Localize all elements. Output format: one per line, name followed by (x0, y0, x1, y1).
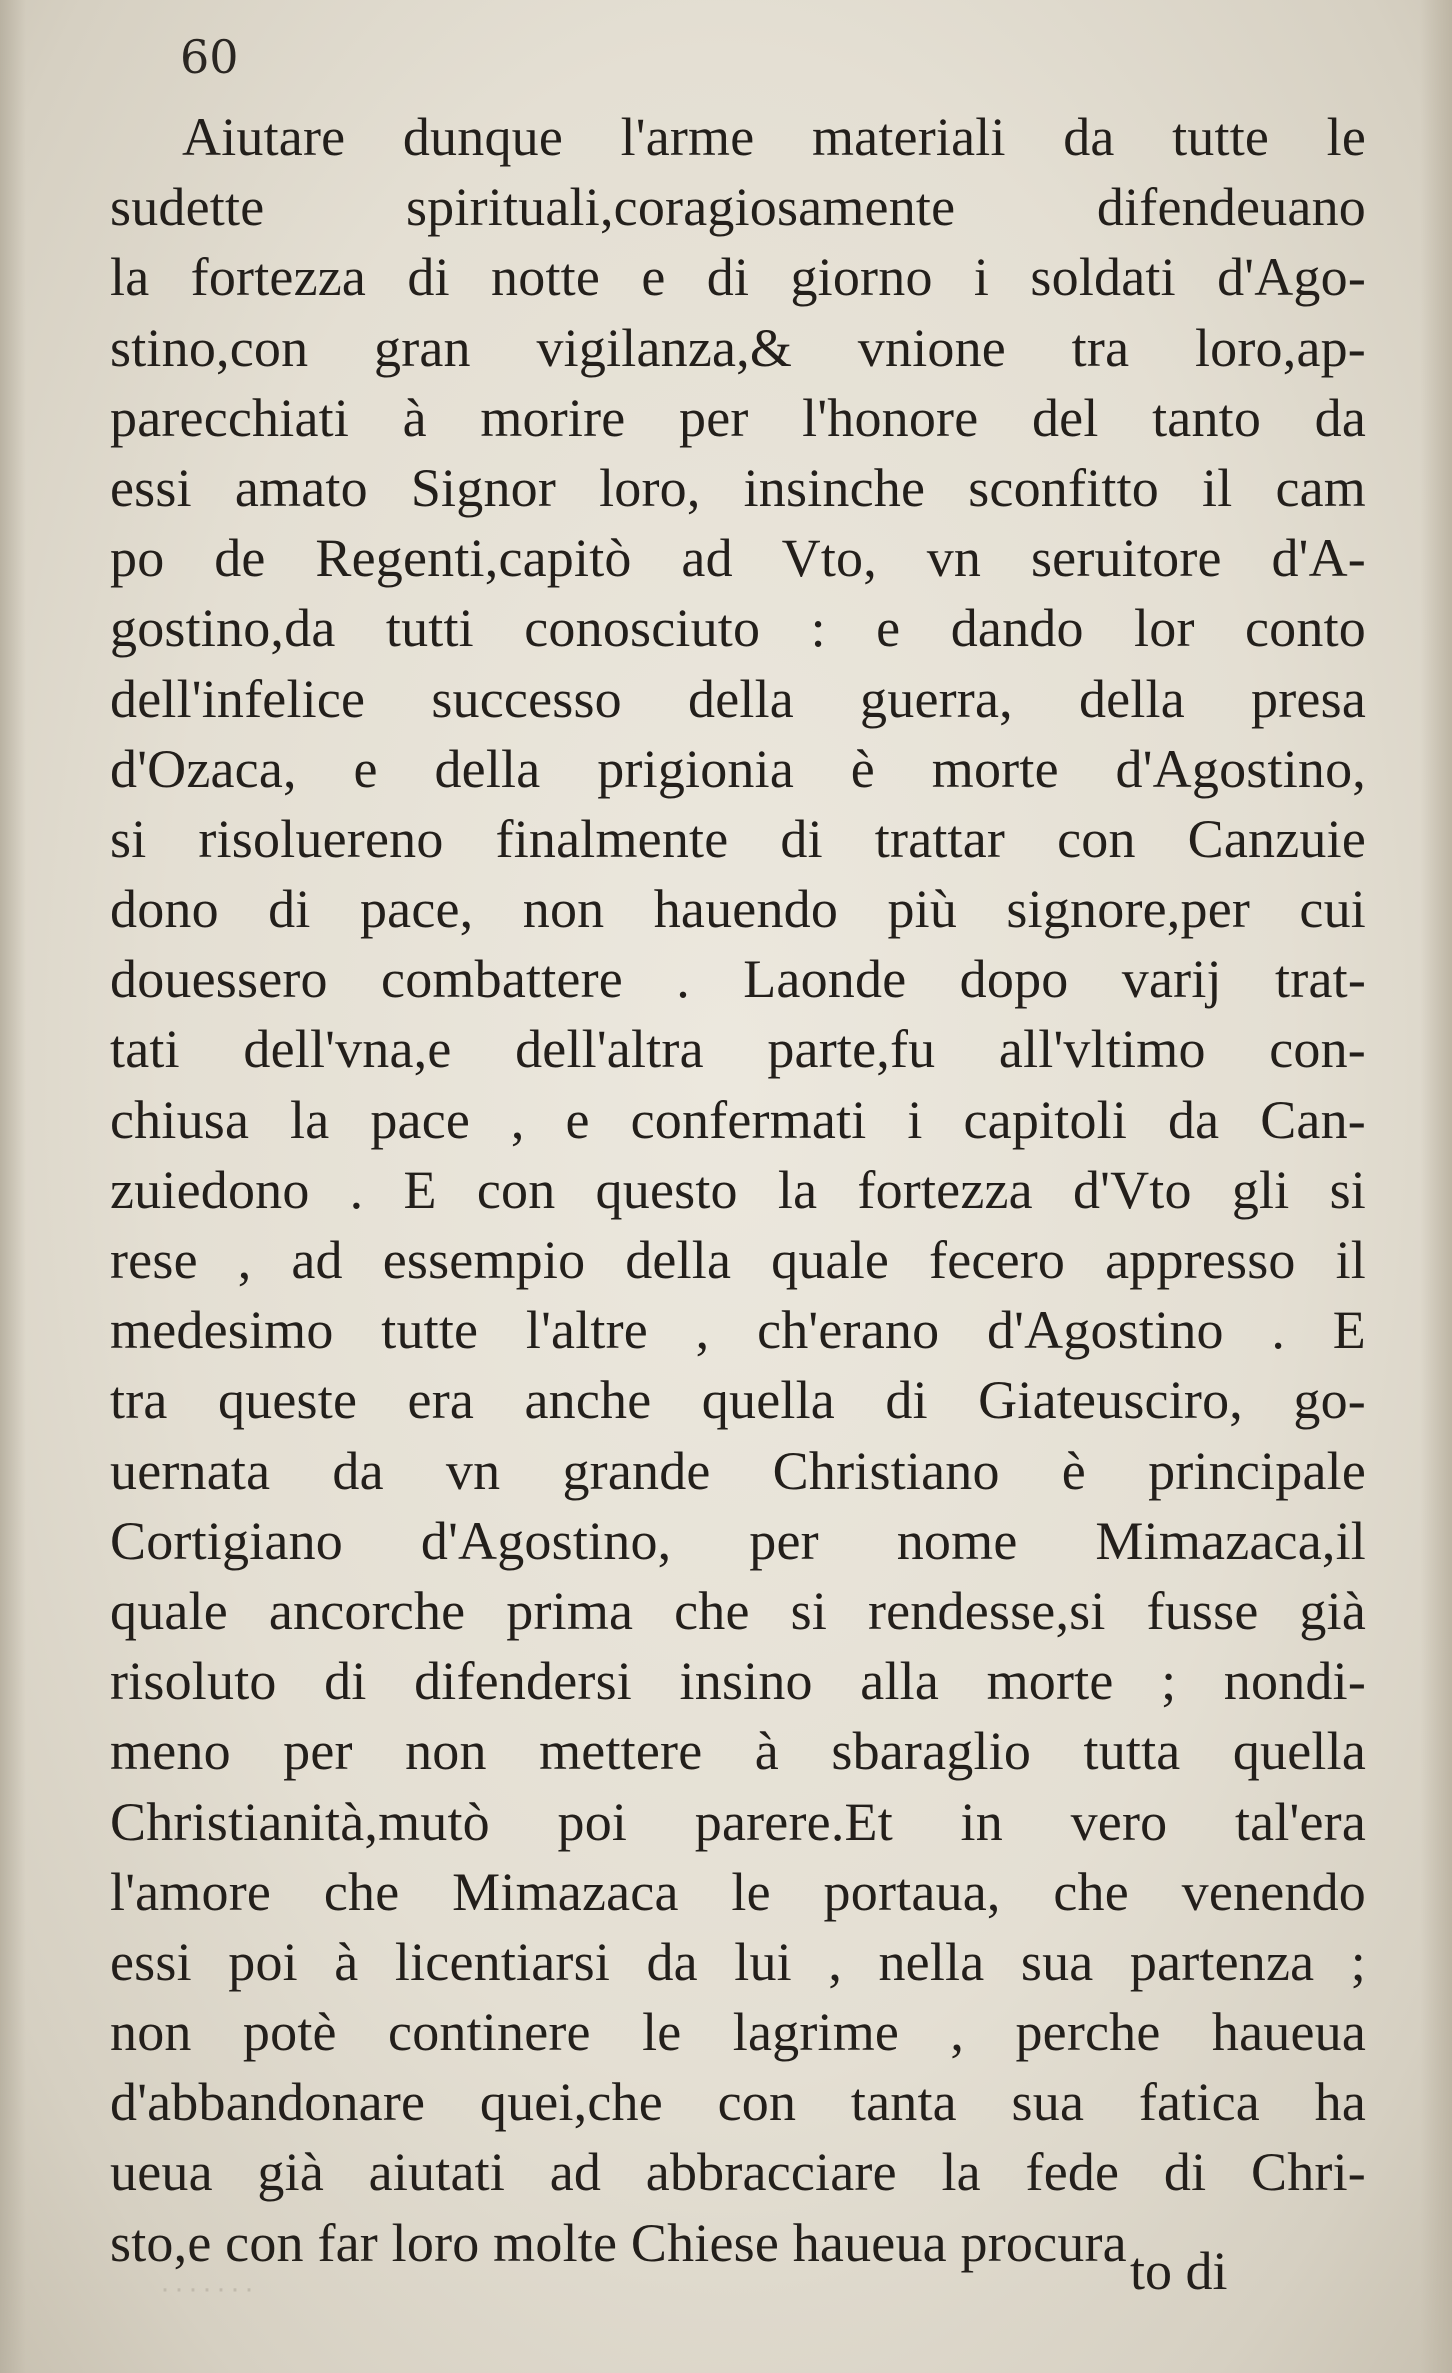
text-line: quale ancorche prima che si rendesse,si fusse già (110, 1580, 1366, 1641)
text-line: stino,con gran vigilanza,& vnione tra loro,ap- (110, 317, 1366, 378)
text-line: essi poi à licentiarsi da lui , nella sua partenza ; (110, 1931, 1366, 1992)
text-line: la fortezza di notte e di giorno i soldati d'Ago- (110, 247, 1366, 308)
text-line: tati dell'vna,e dell'altra parte,fu all'vltimo con- (110, 1019, 1366, 1080)
text-line: Christianità,mutò poi parere.Et in vero tal'era (110, 1791, 1366, 1852)
text-line: parecchiati à morire per l'honore del tanto da (110, 387, 1366, 448)
text-line: si risoluereno finalmente di trattar con Canzuie (110, 808, 1366, 869)
text-line: non potè continere le lagrime , perche haueua (110, 2002, 1366, 2063)
text-line: dell'infelice successo della guerra, della presa (110, 668, 1366, 729)
text-line: ueua già aiutati ad abbracciare la fede di Chri- (110, 2142, 1366, 2203)
text-line: douessero combattere . Laonde dopo varij trat- (110, 949, 1366, 1010)
body-text (110, 102, 1366, 2278)
text-line: d'abbandonare quei,che con tanta sua fatica ha (110, 2072, 1366, 2133)
catchword: to di (1130, 2241, 1228, 2301)
text-line: d'Ozaca, e della prigionia è morte d'Agostino, (110, 738, 1366, 799)
text-line: zuiedono . E con questo la fortezza d'Vto gli si (110, 1159, 1366, 1220)
text-line: sto,e con far loro molte Chiese haueua procura (110, 2212, 1127, 2273)
text-line: dono di pace, non hauendo più signore,per cui (110, 879, 1366, 940)
text-line: rese , ad essempio della quale fecero appresso il (110, 1230, 1366, 1290)
text-line: medesimo tutte l'altre , ch'erano d'Agostino . E (110, 1300, 1366, 1361)
text-line: Cortigiano d'Agostino, per nome Mimazaca,il (110, 1510, 1366, 1571)
text-line: tra queste era anche quella di Giateusciro, go- (110, 1370, 1366, 1431)
text-line: Aiutare dunque l'arme materiali da tutte le (182, 107, 1366, 167)
text-line: risoluto di difendersi insino alla morte ; nondi- (110, 1651, 1366, 1712)
text-line: meno per non mettere à sbaraglio tutta quella (110, 1721, 1366, 1782)
page-left-shadow (0, 0, 26, 2373)
text-line: po de Regenti,capitò ad Vto, vn seruitore d'A- (110, 528, 1366, 589)
text-line: uernata da vn grande Christiano è principale (110, 1440, 1366, 1501)
text-line: l'amore che Mimazaca le portaua, che venendo (110, 1861, 1366, 1922)
text-line: essi amato Signor loro, insinche sconfitto il cam (110, 457, 1366, 518)
page-right-shadow (1420, 0, 1452, 2373)
page-number: 60 (180, 30, 239, 84)
text-line: sudette spirituali,coragiosamente difendeuano (110, 177, 1366, 238)
library-stamp: ······· (160, 2272, 258, 2305)
text-line: gostino,da tutti conosciuto : e dando lor conto (110, 598, 1366, 659)
text-line: chiusa la pace , e confermati i capitoli da Can- (110, 1089, 1366, 1150)
